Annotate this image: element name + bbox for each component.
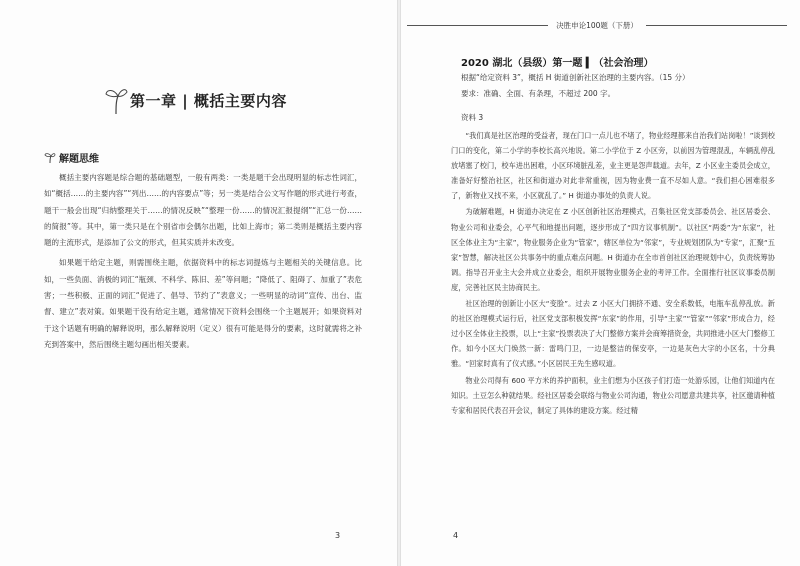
question-requirements: 要求：准确、全面、有条理，不超过 200 字。 [461, 89, 616, 98]
sprout-icon [104, 85, 128, 115]
running-head [407, 20, 787, 31]
sprout-small-icon [44, 152, 56, 164]
right-body-text [451, 128, 775, 419]
page-number: 3 [335, 531, 341, 540]
chapter-heading [104, 85, 287, 115]
running-head-rule [646, 25, 787, 26]
page-number: 4 [453, 531, 459, 540]
right-paragraph: 为破解难题，H 街道办决定在 Z 小区创新社区治理模式，召集社区党支部委员会、社区居委会、物业公司和业委会，心平气和地提出问题，逐步形成了“四方议事机制”。以社区“两委”为“东家”，社区全体业主为“主家”，物业服务企业为“管家”，辖区单位为“邻家”，专业规划团队为“专家”，汇聚“五家”智慧，解决社区公共事务中的重点难点问题。H 街道办在全市首创社区治理规划中心，负责统筹协调。指导召开业主大会并成立业委会，组织开展物业服务企业的考评工作。全面推行社区议事委员制度，完善社区民主协商民主。 [451, 207, 775, 292]
left-paragraph: 如果题干给定主题，则需围绕主题，依据资料中的标志词提炼与主题相关的关键信息。比如，一些负面、消极的词汇“瓶颈、不科学、陈旧、差”等问题；“降低了、阻碍了、加重了”表危害；一些积极、正面的词汇“促进了、倡导、节约了”表意义；一些明显的动词“宣传、出台、监督、建立”表对策。如果题干没有给定主题，通常情况下资料会围绕一个主题展开；如果资料对于这个话题有明确的解释说明，那么解释说明（定义）很有可能是得分的要素，这时就需将之补充到答案中，然后围绕主题勾画出相关要素。 [44, 258, 362, 349]
question-text: 根据“给定资料 3”，概括 H 街道创新社区治理的主要内容。（15 分） [461, 73, 690, 82]
material-label: 资料 3 [461, 113, 484, 122]
section-heading [44, 150, 99, 165]
chapter-title: 第一章 | 概括主要内容 [130, 91, 287, 110]
left-body-text [44, 170, 362, 357]
section-title: 解题思维 [59, 154, 99, 165]
running-head-title: 决胜申论100题（下册） [556, 21, 638, 30]
question-title: 2020 湖北（县级）第一题 ▍（社会治理） [461, 58, 654, 69]
running-head-rule [407, 25, 548, 26]
right-paragraph: “我们真是社区治理的受益者，现在门口一点儿也不堵了，物业经理都来自治我们站岗啦！”谈到校门口的变化，第二小学的李校长高兴地说。第二小学位于 Z 小区旁，以前因为管理混乱，车辆乱停乱放堵塞了校门，校车进出困难，小区环境脏乱差，业主更是怨声载道。去年，Z 小区业主委员会成立，准备好好整治社区，社区和街道办对此非常重视，因为物业费一直不尽如人意。“我们担心困难很多了，新物业又找不来，小区就乱了。” H 街道办事处的负责人说。 [451, 131, 775, 201]
right-page [401, 0, 800, 566]
left-page [0, 0, 397, 566]
right-paragraph: 物业公司得有 600 平方米的养护面积，业主们想为小区孩子们打造一处游乐园，让他们知道内在知识。土豆怎么种就结果。经社区居委会联络与物业公司沟通，物业公司愿意共建共享，社区邀请种植专家和居民代表召开会议，制定了具体的建设方案。经过精 [451, 375, 775, 415]
left-paragraph: 概括主要内容题是综合题的基础题型，一般有两类：一类是题干会出现明显的标志性词汇，如“概括……的主要内容”“列出……的内容要点”等；另一类是结合公文写作题的形式进行考查，题干一般会出现“归纳整理关于……的情况反映”“整理一份……的情况汇报提纲”“汇总一份……的简报”等。其中，第一类只是在个别省市会偶尔出题，比如上海市；第二类则是概括主要内容题的主流形式，是添加了公文的形式，但其实质并未改变。 [44, 173, 362, 248]
right-paragraph: 社区治理的创新让小区大“变脸”。过去 Z 小区大门拥挤不通、安全系数低，电瓶车乱停乱放。新的社区治理模式运行后，社区党支部积极发挥“东家”的作用，引导“主家”“管家”“邻家”形成合力，经过小区全体业主投票，以上“主家”投票表决了大门整修方案并会商筹措资金，共同推进小区大门整修工作。如今小区大门焕然一新：雷鸣门卫，一边是整洁的保安亭，一边是灰色大字的小区名，十分典雅。“回家时真有了仪式感。”小区居民王先生感叹道。 [451, 299, 775, 369]
